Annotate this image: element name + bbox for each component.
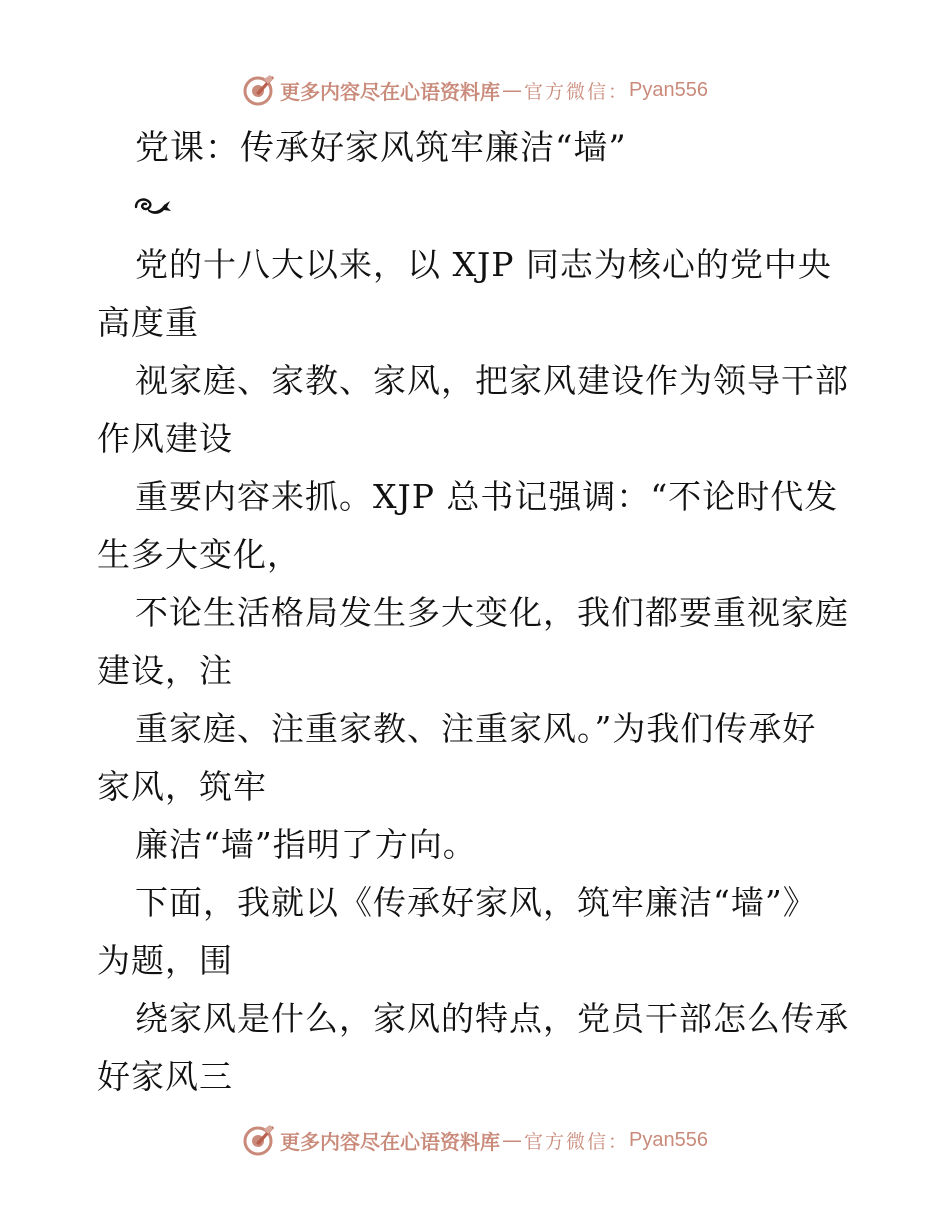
- paragraph-line: 建设，注: [97, 651, 233, 690]
- watermark-wechat-label: 官方微信：: [524, 80, 630, 103]
- watermark-site-text: 更多内容尽在心语资料库: [280, 1129, 500, 1154]
- header-watermark: [0, 70, 950, 110]
- document-body: [97, 236, 857, 1106]
- paragraph-line: 为题，围: [97, 941, 233, 980]
- document-title: 党课：传承好家风筑牢廉洁“墙”: [135, 128, 627, 168]
- quill-logo-icon: [242, 73, 276, 107]
- paragraph-line: 好家风三: [97, 1057, 233, 1096]
- watermark-wechat-id: Pyan556: [629, 1128, 708, 1151]
- quill-logo-icon: [242, 1123, 276, 1157]
- paragraph-line: 高度重: [97, 303, 199, 342]
- watermark-wechat-id: Pyan556: [629, 78, 708, 101]
- paragraph-line: 视家庭、家教、家风，把家风建设作为领导干部: [135, 361, 849, 400]
- watermark-separator: —: [502, 1128, 522, 1152]
- paragraph-line: 廉洁“墙”指明了方向。: [135, 825, 477, 864]
- paragraph-line: 党的十八大以来，以 XJP 同志为核心的党中央: [135, 245, 832, 284]
- paragraph-line: 家风，筑牢: [97, 767, 267, 806]
- fleuron-icon: [134, 193, 172, 217]
- paragraph-line: 下面，我就以《传承好家风，筑牢廉洁“墙”》: [135, 883, 817, 922]
- paragraph-line: 生多大变化，: [97, 535, 301, 574]
- watermark-site-text: 更多内容尽在心语资料库: [280, 79, 500, 104]
- paragraph-line: 重家庭、注重家教、注重家风。”为我们传承好: [135, 709, 817, 748]
- watermark-wechat-label: 官方微信：: [524, 1130, 630, 1153]
- paragraph-line: 不论生活格局发生多大变化，我们都要重视家庭: [135, 593, 849, 632]
- footer-watermark: [0, 1120, 950, 1160]
- watermark-separator: —: [502, 78, 522, 102]
- paragraph-line: 重要内容来抓。XJP 总书记强调：“不论时代发: [135, 477, 839, 516]
- paragraph-line: 绕家风是什么，家风的特点，党员干部怎么传承: [135, 999, 849, 1038]
- paragraph-line: 作风建设: [97, 419, 233, 458]
